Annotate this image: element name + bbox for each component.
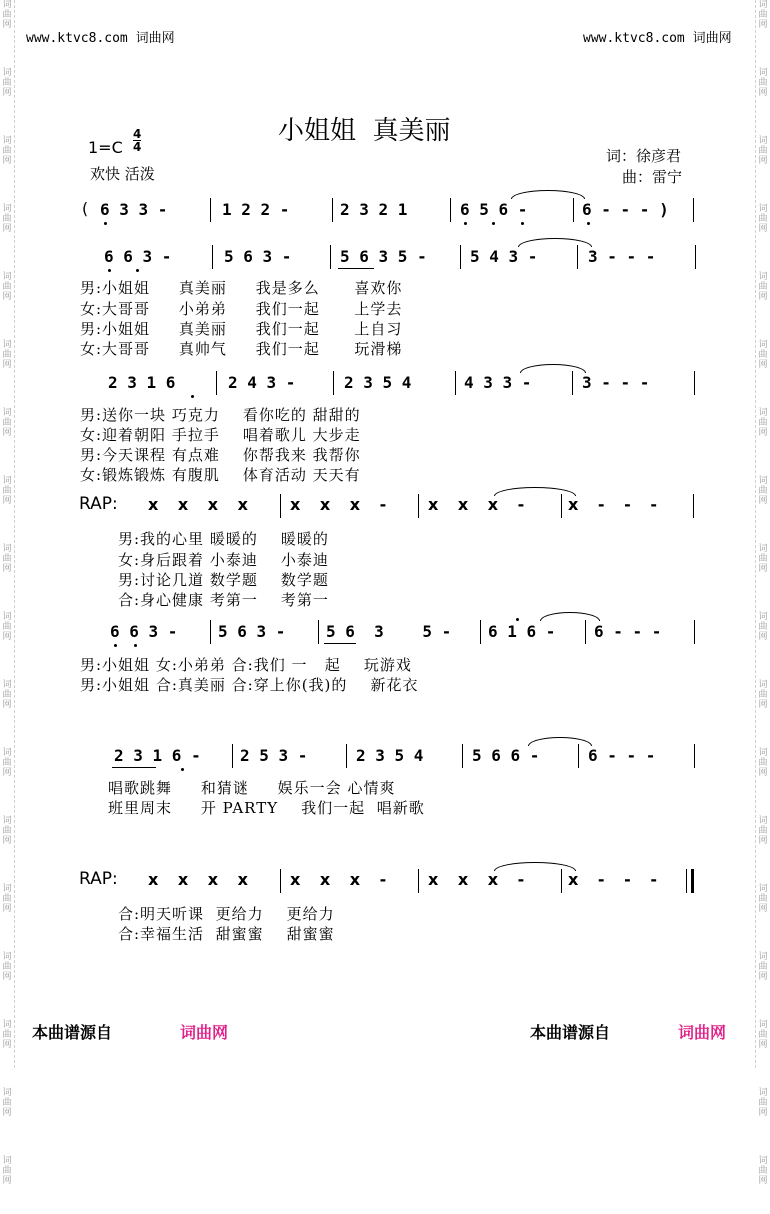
side-watermark-char: 曲 <box>758 486 768 496</box>
s3-measure-4: x - - - <box>568 495 657 514</box>
side-watermark-char: 曲 <box>758 146 768 156</box>
side-watermark-char: 词 <box>2 544 12 554</box>
side-watermark-char: 网 <box>758 1040 768 1050</box>
side-watermark-char: 网 <box>758 20 768 30</box>
side-watermark-char: 词 <box>2 1088 12 1098</box>
tempo-marking: 欢快 活泼 <box>90 165 155 183</box>
tie-arc <box>528 737 592 746</box>
side-watermark-char: 词 <box>2 816 12 826</box>
s2-lyric-line-2: 女:迎着朝阳 手拉手 唱着歌儿 大步走 <box>80 426 361 444</box>
s6-lyric-line-2: 合:幸福生活 甜蜜蜜 甜蜜蜜 <box>118 925 335 943</box>
side-watermark-char: 网 <box>758 156 768 166</box>
barline <box>462 744 463 768</box>
barline <box>232 744 233 768</box>
barline <box>318 620 319 644</box>
side-watermark-char: 词 <box>2 204 12 214</box>
barline <box>280 869 281 893</box>
barline <box>280 494 281 518</box>
side-watermark-gap <box>0 166 14 194</box>
side-watermark-char: 曲 <box>758 894 768 904</box>
footer-source-text: 本曲谱源自 <box>530 1023 611 1042</box>
barline <box>333 371 334 395</box>
side-watermark-gap <box>756 98 770 126</box>
side-watermark-gap <box>756 1186 770 1214</box>
side-watermark-char: 曲 <box>758 1166 768 1176</box>
barline <box>561 869 562 893</box>
s3-lyric-line-2: 女:身后跟着 小泰迪 小泰迪 <box>118 551 329 569</box>
tie-arc <box>540 612 600 621</box>
s5-measure-5: 6 - - - <box>588 746 656 765</box>
s3-lyric-line-3: 男:讨论几道 数学题 数学题 <box>118 571 329 589</box>
side-watermark-gap <box>0 574 14 602</box>
side-watermark-char: 词 <box>2 136 12 146</box>
side-watermark-char: 网 <box>2 632 12 642</box>
barline <box>693 494 694 518</box>
s1-lyric-line-4: 女:大哥哥 真帅气 我们一起 玩滑梯 <box>80 340 403 358</box>
side-watermark-char: 词 <box>2 952 12 962</box>
side-watermark-gap <box>756 166 770 194</box>
s4-lyric-line-2: 男:小姐姐 合:真美丽 合:穿上你(我)的 新花衣 <box>80 676 419 694</box>
s4-measure-2: 5 6 3 - <box>218 622 286 641</box>
tie-arc <box>520 364 586 373</box>
side-watermark-gap <box>756 574 770 602</box>
header-site-left: www.ktvc8.com 词曲网 <box>26 31 175 46</box>
low-octave-dot <box>521 222 524 225</box>
side-watermark-char: 曲 <box>2 894 12 904</box>
barline <box>455 371 456 395</box>
side-watermark-gap <box>756 710 770 738</box>
side-watermark-char: 网 <box>2 1040 12 1050</box>
side-watermark-char: 网 <box>2 360 12 370</box>
side-watermark-char: 曲 <box>2 282 12 292</box>
tie-arc <box>511 190 585 199</box>
side-watermark-char: 词 <box>758 1156 768 1166</box>
side-watermark-gap <box>756 370 770 398</box>
side-watermark-char: 词 <box>758 816 768 826</box>
side-watermark-char: 词 <box>758 612 768 622</box>
side-watermark-char: 词 <box>758 204 768 214</box>
s4-measure-1: 6 6 3 - <box>110 622 178 641</box>
side-watermark-char: 曲 <box>758 282 768 292</box>
side-watermark-gap <box>0 778 14 806</box>
s1-lyric-line-2: 女:大哥哥 小弟弟 我们一起 上学去 <box>80 300 403 318</box>
side-watermark-char: 网 <box>758 904 768 914</box>
left-watermark-strip <box>0 0 15 1186</box>
rap-label: RAP: <box>79 494 118 514</box>
s0-measure-4: 6 5 6 - <box>460 200 528 219</box>
side-watermark-char: 词 <box>2 0 12 10</box>
s2-lyric-line-1: 男:送你一块 巧克力 看你吃的 甜甜的 <box>80 406 361 424</box>
side-watermark-char: 曲 <box>758 622 768 632</box>
s1-measure-1: 6 6 3 - <box>104 247 172 266</box>
side-watermark-gap <box>0 846 14 874</box>
side-watermark-gap <box>0 914 14 942</box>
rap-label: RAP: <box>79 869 118 889</box>
side-watermark-char: 网 <box>758 564 768 574</box>
side-watermark-char: 曲 <box>2 1098 12 1108</box>
side-watermark-gap <box>0 370 14 398</box>
side-watermark-char: 网 <box>2 768 12 778</box>
low-octave-dot <box>104 222 107 225</box>
s0-measure-1: 6 3 3 - <box>100 200 168 219</box>
s3-measure-3: x x x - <box>428 495 525 514</box>
s5-measure-2: 2 5 3 - <box>240 746 308 765</box>
footer-source-text: 本曲谱源自 <box>32 1023 113 1042</box>
time-signature-top: 4 <box>133 127 142 141</box>
s1-measure-4: 5 4 3 - <box>470 247 538 266</box>
key-signature: 1=C <box>88 138 123 157</box>
s2-measure-5: 3 - - - <box>582 373 650 392</box>
side-watermark-char: 曲 <box>2 1030 12 1040</box>
side-watermark-char: 网 <box>2 156 12 166</box>
barline <box>693 198 694 222</box>
side-watermark-char: 词 <box>2 748 12 758</box>
s6-measure-3: x x x - <box>428 870 525 889</box>
side-watermark-char: 网 <box>2 904 12 914</box>
side-watermark-char: 网 <box>758 632 768 642</box>
side-watermark-char: 词 <box>758 340 768 350</box>
side-watermark-char: 曲 <box>2 486 12 496</box>
s2-measure-4: 4 3 3 - <box>464 373 532 392</box>
side-watermark-char: 词 <box>2 408 12 418</box>
s2-lyric-line-4: 女:锻炼锻炼 有腹肌 体育活动 天天有 <box>80 466 361 484</box>
side-watermark-gap <box>756 1118 770 1146</box>
barline <box>573 198 574 222</box>
side-watermark-char: 词 <box>2 68 12 78</box>
side-watermark-char: 词 <box>758 136 768 146</box>
side-watermark-char: 词 <box>758 952 768 962</box>
side-watermark-char: 曲 <box>758 78 768 88</box>
side-watermark-char: 曲 <box>758 1098 768 1108</box>
side-watermark-char: 词 <box>2 612 12 622</box>
side-watermark-gap <box>0 234 14 262</box>
side-watermark-char: 词 <box>758 1020 768 1030</box>
side-watermark-gap <box>0 982 14 1010</box>
low-octave-dot <box>114 644 117 647</box>
s6-measure-1: x x x x <box>148 870 248 889</box>
s3-lyric-line-1: 男:我的心里 暖暖的 暖暖的 <box>118 530 329 548</box>
s1-lyric-line-3: 男:小姐姐 真美丽 我们一起 上自习 <box>80 320 403 338</box>
time-signature <box>133 128 141 153</box>
s0-measure-2: 1 2 2 - <box>222 200 290 219</box>
right-watermark-strip <box>755 0 770 1186</box>
side-watermark-gap <box>0 1050 14 1078</box>
side-watermark-char: 曲 <box>758 418 768 428</box>
side-watermark-char: 曲 <box>2 1166 12 1176</box>
side-watermark-gap <box>0 710 14 738</box>
side-watermark-gap <box>756 846 770 874</box>
s5-lyric-line-1: 唱歌跳舞 和猜谜 娱乐一会 心情爽 <box>108 779 396 797</box>
barline <box>694 744 695 768</box>
low-octave-dot <box>464 222 467 225</box>
side-watermark-char: 词 <box>758 884 768 894</box>
side-watermark-char: 曲 <box>758 214 768 224</box>
side-watermark-char: 网 <box>2 1176 12 1186</box>
barline <box>346 744 347 768</box>
high-octave-dot <box>516 618 519 621</box>
side-watermark-char: 网 <box>758 224 768 234</box>
side-watermark-gap <box>0 1118 14 1146</box>
barline <box>460 245 461 269</box>
side-watermark-char: 网 <box>758 836 768 846</box>
side-watermark-char: 词 <box>758 68 768 78</box>
barline <box>330 245 331 269</box>
low-octave-dot <box>136 269 139 272</box>
side-watermark-char: 网 <box>758 292 768 302</box>
side-watermark-char: 曲 <box>2 826 12 836</box>
side-watermark-gap <box>0 642 14 670</box>
barline <box>418 494 419 518</box>
barline <box>561 494 562 518</box>
side-watermark-gap <box>0 98 14 126</box>
barline <box>210 620 211 644</box>
s1-measure-3: 5 6 3 5 - <box>340 247 427 266</box>
s6-lyric-line-1: 合:明天听课 更给力 更给力 <box>118 905 335 923</box>
side-watermark-char: 网 <box>758 700 768 710</box>
s6-measure-4: x - - - <box>568 870 657 889</box>
side-watermark-char: 曲 <box>2 690 12 700</box>
side-watermark-char: 曲 <box>758 10 768 20</box>
s0-measure-3: 2 3 2 1 <box>340 200 408 219</box>
side-watermark-char: 网 <box>758 360 768 370</box>
barline <box>210 198 211 222</box>
s4-measure-4: 6 1 6 - <box>488 622 556 641</box>
s2-measure-2: 2 4 3 - <box>228 373 296 392</box>
side-watermark-gap <box>756 506 770 534</box>
time-signature-bottom: 4 <box>133 140 142 154</box>
side-watermark-char: 网 <box>2 292 12 302</box>
barline <box>578 744 579 768</box>
side-watermark-gap <box>0 30 14 58</box>
header-site-right: www.ktvc8.com 词曲网 <box>583 31 732 46</box>
side-watermark-char: 网 <box>758 1176 768 1186</box>
side-watermark-char: 曲 <box>2 758 12 768</box>
s2-measure-3: 2 3 5 4 <box>344 373 412 392</box>
song-title: 小姐姐 真美丽 <box>278 116 451 146</box>
s1-lyric-line-1: 男:小姐姐 真美丽 我是多么 喜欢你 <box>80 279 403 297</box>
side-watermark-char: 词 <box>2 1020 12 1030</box>
s3-measure-2: x x x - <box>290 495 387 514</box>
side-watermark-gap <box>756 234 770 262</box>
side-watermark-char: 词 <box>758 272 768 282</box>
side-watermark-gap <box>756 438 770 466</box>
side-watermark-gap <box>756 30 770 58</box>
side-watermark-char: 网 <box>2 88 12 98</box>
s5-measure-4: 5 6 6 - <box>472 746 540 765</box>
side-watermark-gap <box>756 778 770 806</box>
barline <box>450 198 451 222</box>
side-watermark-char: 曲 <box>2 962 12 972</box>
s5-lyric-line-2: 班里周末 开 PARTY 我们一起 唱新歌 <box>108 799 425 817</box>
side-watermark-char: 曲 <box>758 554 768 564</box>
side-watermark-char: 词 <box>2 340 12 350</box>
side-watermark-char: 网 <box>758 88 768 98</box>
s2-lyric-line-3: 男:今天课程 有点难 你帮我来 我帮你 <box>80 446 361 464</box>
s4-measure-3: 5 6 3 5 - <box>326 622 452 641</box>
side-watermark-char: 曲 <box>2 146 12 156</box>
s4-lyric-line-1: 男:小姐姐 女:小弟弟 合:我们 一 起 玩游戏 <box>80 656 412 674</box>
s5-measure-3: 2 3 5 4 <box>356 746 424 765</box>
side-watermark-char: 词 <box>758 748 768 758</box>
barline <box>585 620 586 644</box>
barline <box>332 198 333 222</box>
composer-credit: 曲：雷宁 <box>622 168 683 186</box>
low-octave-dot <box>191 395 194 398</box>
underline-beam <box>324 643 356 644</box>
side-watermark-char: 网 <box>758 428 768 438</box>
side-watermark-char: 曲 <box>758 826 768 836</box>
low-octave-dot <box>587 222 590 225</box>
side-watermark-char: 曲 <box>2 78 12 88</box>
s1-measure-5: 3 - - - <box>588 247 656 266</box>
side-watermark-char: 词 <box>758 544 768 554</box>
low-octave-dot <box>492 222 495 225</box>
side-watermark-char: 曲 <box>2 622 12 632</box>
side-watermark-gap <box>756 1050 770 1078</box>
s3-measure-1: x x x x <box>148 495 248 514</box>
side-watermark-char: 曲 <box>2 418 12 428</box>
side-watermark-char: 词 <box>2 884 12 894</box>
side-watermark-char: 网 <box>758 496 768 506</box>
final-barline-thin <box>686 869 687 893</box>
side-watermark-char: 词 <box>2 680 12 690</box>
side-watermark-char: 词 <box>758 476 768 486</box>
side-watermark-char: 曲 <box>2 214 12 224</box>
barline <box>216 371 217 395</box>
side-watermark-char: 词 <box>758 680 768 690</box>
side-watermark-char: 曲 <box>758 962 768 972</box>
barline <box>694 371 695 395</box>
side-watermark-char: 网 <box>2 836 12 846</box>
side-watermark-char: 词 <box>2 272 12 282</box>
side-watermark-gap <box>0 302 14 330</box>
side-watermark-char: 曲 <box>758 350 768 360</box>
side-watermark-char: 词 <box>758 1088 768 1098</box>
underline-beam <box>112 767 156 768</box>
side-watermark-char: 曲 <box>2 350 12 360</box>
side-watermark-gap <box>756 982 770 1010</box>
s1-measure-2: 5 6 3 - <box>224 247 292 266</box>
side-watermark-char: 曲 <box>2 10 12 20</box>
s4-measure-5: 6 - - - <box>594 622 662 641</box>
footer-brand: 词曲网 <box>180 1023 229 1042</box>
side-watermark-char: 曲 <box>2 554 12 564</box>
side-watermark-char: 曲 <box>758 1030 768 1040</box>
side-watermark-gap <box>756 914 770 942</box>
lyricist-credit: 词：徐彦君 <box>606 147 682 165</box>
s2-measure-1: 2 3 1 6 <box>108 373 176 392</box>
underline-beam <box>338 268 374 269</box>
side-watermark-char: 网 <box>2 972 12 982</box>
intro-open-paren: ( <box>80 199 90 218</box>
low-octave-dot <box>181 768 184 771</box>
side-watermark-char: 网 <box>2 428 12 438</box>
footer-brand: 词曲网 <box>678 1023 727 1042</box>
low-octave-dot <box>134 644 137 647</box>
side-watermark-char: 曲 <box>758 690 768 700</box>
tie-arc <box>494 862 576 871</box>
s5-measure-1: 2 3 1 6 - <box>114 746 201 765</box>
final-barline-thick <box>691 869 694 893</box>
side-watermark-char: 词 <box>2 1156 12 1166</box>
side-watermark-gap <box>0 1186 14 1214</box>
barline <box>695 245 696 269</box>
side-watermark-gap <box>0 506 14 534</box>
side-watermark-char: 词 <box>758 408 768 418</box>
side-watermark-char: 网 <box>2 20 12 30</box>
side-watermark-char: 词 <box>2 476 12 486</box>
side-watermark-gap <box>0 438 14 466</box>
side-watermark-char: 网 <box>758 972 768 982</box>
s6-measure-2: x x x - <box>290 870 387 889</box>
barline <box>418 869 419 893</box>
low-octave-dot <box>108 269 111 272</box>
side-watermark-gap <box>756 642 770 670</box>
side-watermark-char: 网 <box>758 768 768 778</box>
side-watermark-char: 曲 <box>758 758 768 768</box>
barline <box>480 620 481 644</box>
side-watermark-char: 网 <box>2 700 12 710</box>
side-watermark-char: 网 <box>2 564 12 574</box>
side-watermark-char: 网 <box>758 1108 768 1118</box>
barline <box>572 371 573 395</box>
barline <box>212 245 213 269</box>
barline <box>577 245 578 269</box>
side-watermark-char: 词 <box>758 0 768 10</box>
s3-lyric-line-4: 合:身心健康 考第一 考第一 <box>118 591 329 609</box>
s0-measure-5: 6 - - - ) <box>582 200 669 219</box>
side-watermark-char: 网 <box>2 496 12 506</box>
side-watermark-gap <box>756 302 770 330</box>
side-watermark-char: 网 <box>2 224 12 234</box>
tie-arc <box>518 238 592 247</box>
barline <box>694 620 695 644</box>
side-watermark-char: 网 <box>2 1108 12 1118</box>
tie-arc <box>494 487 576 496</box>
